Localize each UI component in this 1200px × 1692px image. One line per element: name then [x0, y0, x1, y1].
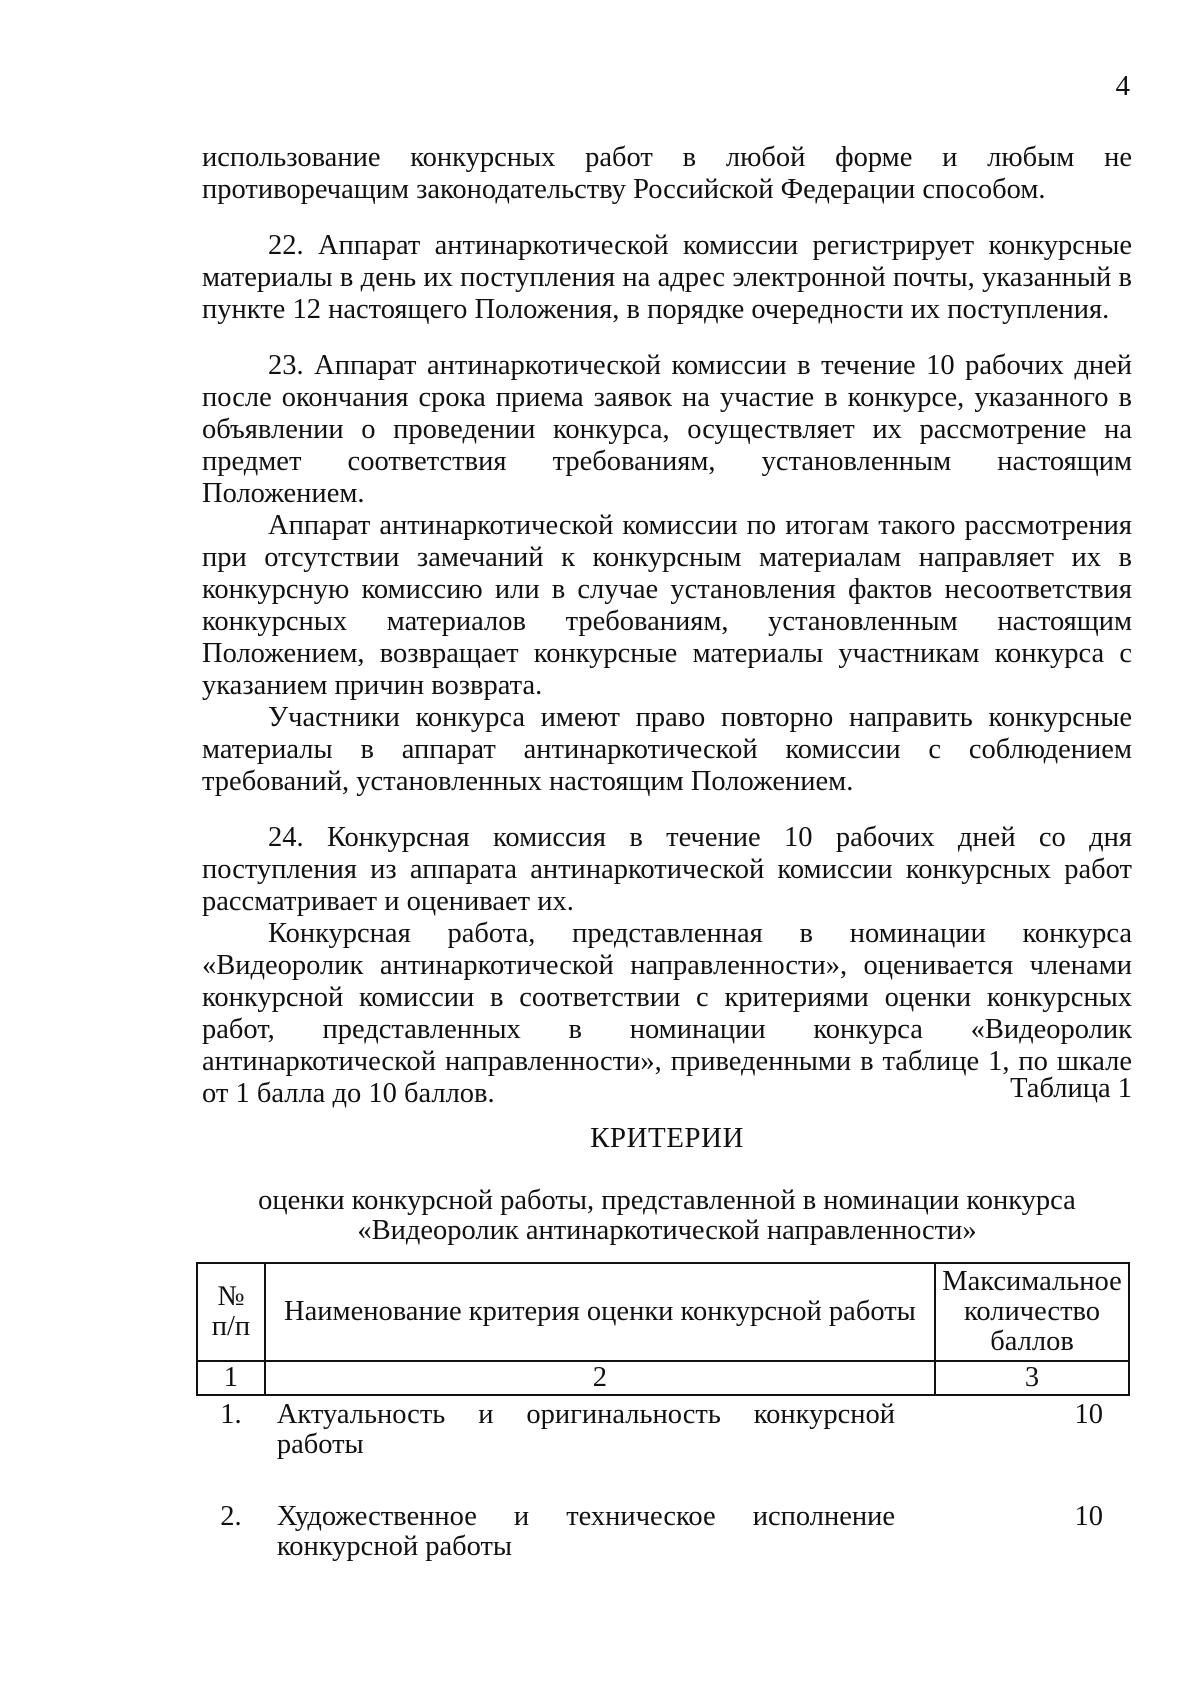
header-number-abbr: п/п [211, 1311, 251, 1342]
row-max-score: 10 [1074, 1501, 1103, 1532]
paragraph-24: 24. Конкурсная комиссия в течение 10 рабочих дней со дня поступления из аппарата антинаркотической комиссии конкурсных работ рассматривает и оценивает их. [202, 822, 1132, 917]
table-header-row [197, 1263, 1129, 1361]
column-number-2: 2 [265, 1361, 935, 1395]
row-spacer [197, 1460, 1129, 1498]
header-max-score-line-1: Максимальное [942, 1266, 1122, 1297]
row-max-score: 10 [1074, 1399, 1103, 1430]
paragraph-23-resubmission: Участники конкурса имеют право повторно направить конкурсные материалы в аппарат антинаркотической комиссии с соблюдением требований, установленных настоящим Положением. [202, 702, 1132, 797]
header-max-score [935, 1263, 1129, 1361]
column-number-1: 1 [197, 1361, 265, 1395]
header-criterion-name: Наименование критерия оценки конкурсной работы [265, 1263, 935, 1361]
paragraph-23-review-result: Аппарат антинаркотической комиссии по итогам такого рассмотрения при отсутствии замечаний к конкурсным материалам направляет их в конкурсную комиссию или в случае установления фактов несоответствия конкурсных материалов требованиям, установленным настоящим Положением, возвращает конкурсные материалы участникам конкурса с указанием причин возврата. [202, 510, 1132, 701]
header-number [197, 1263, 265, 1361]
table-caption: Таблица 1 [1010, 1073, 1132, 1104]
paragraph-23: 23. Аппарат антинаркотической комиссии в течение 10 рабочих дней после окончания срока приема заявок на участие в конкурсе, указанного в объявлении о проведении конкурса, осуществляет их рассмотрение на предмет соответствия требованиям, установленным настоящим Положением. [202, 350, 1132, 509]
column-number-row [197, 1361, 1129, 1395]
row-criterion-name: Актуальность и оригинальность конкурсной работы [276, 1399, 896, 1460]
paragraph-continuation: использование конкурсных работ в любой форме и любым не противоречащим законодательству Российской Федерации способом. [202, 142, 1132, 205]
criteria-subtitle-line-2: «Видеоролик антинаркотической направленности» [357, 1215, 977, 1246]
body-text [202, 142, 1132, 1110]
paragraph-24-evaluation: Конкурсная работа, представленная в номинации конкурса «Видеоролик антинаркотической направленности», оценивается членами конкурсной комиссии в соответствии с критериями оценки конкурсных работ, представленных в номинации конкурса «Видеоролик антинаркотической направленности», приведенными в таблице 1, по шкале от 1 балла до 10 баллов. [202, 918, 1132, 1109]
header-number-sign: № [217, 1281, 245, 1312]
table-row [197, 1498, 1129, 1562]
row-criterion-name: Художественное и техническое исполнение конкурсной работы [276, 1501, 896, 1562]
header-max-score-line-3: баллов [990, 1326, 1074, 1357]
criteria-table [196, 1262, 1130, 1562]
criteria-subtitle [202, 1186, 1132, 1246]
paragraph-22: 22. Аппарат антинаркотической комиссии регистрирует конкурсные материалы в день их поступления на адрес электронной почты, указанный в пункте 12 настоящего Положения, в порядке очередности их поступления. [202, 230, 1132, 325]
header-max-score-line-2: количество [963, 1296, 1101, 1327]
column-number-3: 3 [935, 1361, 1129, 1395]
page-number: 4 [1115, 70, 1130, 102]
criteria-title: КРИТЕРИИ [590, 1122, 744, 1154]
table-row [197, 1395, 1129, 1460]
row-number: 1. [220, 1399, 242, 1430]
criteria-subtitle-line-1: оценки конкурсной работы, представленной в номинации конкурса [258, 1185, 1076, 1216]
row-number: 2. [220, 1501, 242, 1532]
